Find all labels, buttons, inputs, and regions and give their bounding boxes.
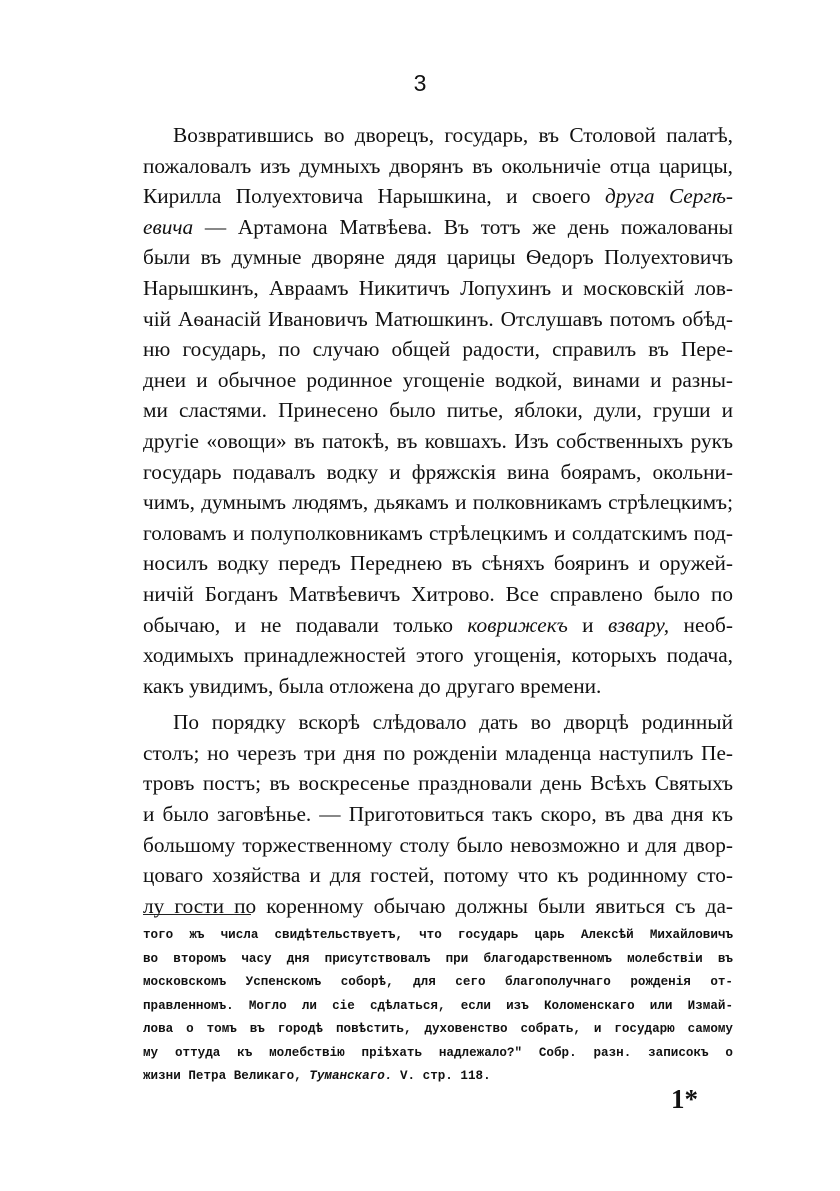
italic-phrase: взвару, [608, 612, 670, 637]
text-line: цоваго хозяйства и для гостей, потому что къ родинному сто- [143, 863, 733, 888]
signature-mark: 1* [671, 1084, 698, 1114]
text-line: носилъ водку передъ Переднею въ сѣняхъ бояринъ и оружей- [143, 551, 733, 576]
text-line: чимъ, думнымъ людямъ, дьякамъ и полковникамъ стрѣлецкимъ; [143, 490, 733, 515]
text-fragment: — Артамона Матвѣева. Въ тотъ же день пожалованы [193, 214, 733, 239]
text-line: Нарышкинъ, Авраамъ Никитичъ Лопухинъ и московскій лов- [143, 275, 733, 300]
text-line: и было заговѣнье. — Приготовиться такъ скоро, въ два дня къ [143, 802, 733, 827]
text-line: другіе «овощи» въ патокѣ, въ ковшахъ. Изъ собственныхъ рукъ [143, 428, 733, 453]
footnote-line: московскомъ Успенскомъ соборѣ, для сего благополучнаго рожденія от- [143, 975, 733, 989]
text-fragment: и [567, 612, 609, 637]
text-line: днеи и обычное родинное угощеніе водкой, винами и разны- [143, 367, 733, 392]
footnote-fragment: жизни Петра Великаго, [143, 1069, 310, 1083]
text-line: большому торжественному столу было невозможно и для двор- [143, 832, 733, 857]
italic-phrase: друга Сергѣ- [604, 184, 733, 209]
text-line: какъ увидимъ, была отложена до другаго времени. [143, 673, 602, 698]
text-fragment: необ- [669, 612, 733, 637]
text-line [143, 181, 733, 212]
italic-phrase: евича [143, 214, 194, 239]
text-fragment: Кирилла Полуехтовича Нарышкина, и своего [143, 184, 605, 209]
text-line: лу гости по коренному обычаю должны были явиться съ да- [143, 893, 733, 918]
text-line: чій Аѳанасій Ивановичъ Матюшкинъ. Отслушавъ потомъ обѣд- [143, 306, 733, 331]
text-line: ничій Богданъ Матвѣевичъ Хитрово. Все справлено было по [143, 581, 733, 606]
footnote-fragment: V. стр. 118. [392, 1069, 491, 1083]
footnote-line: лова о томъ въ городѣ повѣстить, духовенство собрать, и государю самому [143, 1022, 733, 1036]
text-line [143, 610, 733, 641]
text-line: ходимыхъ принадлежностей этого угощенія, которыхъ подача, [143, 643, 733, 668]
text-line: головамъ и полуполковникамъ стрѣлецкимъ и солдатскимъ под- [143, 520, 733, 545]
footnote-line: правленномъ. Могло ли сіе сдѣлаться, если изъ Коломенскаго или Измай- [143, 998, 733, 1013]
page-number: 3 [413, 70, 427, 96]
text-line: пожаловалъ изъ думныхъ дворянъ въ окольничіе отца царицы, [143, 153, 733, 178]
footnote-line: во второмъ часу дня присутствовалъ при благодарственномъ молебствіи въ [143, 951, 733, 966]
text-line: тровъ постъ; въ воскресенье праздновали день Всѣхъ Святыхъ [143, 771, 733, 796]
text-line: Возвратившись во дворецъ, государь, въ Столовой палатѣ, [173, 123, 733, 147]
footnote-divider [143, 914, 251, 915]
text-line: По порядку вскорѣ слѣдовало дать во дворцѣ родинный [173, 710, 733, 735]
text-line: ми сластями. Принесено было питье, яблоки, дули, груши и [143, 398, 733, 423]
text-fragment: обычаю, и не подавали только [143, 612, 468, 637]
footnote-author: Туманскаго. [309, 1069, 393, 1083]
text-line [143, 212, 733, 243]
footnote-line [143, 1065, 733, 1089]
text-line: государь подавалъ водку и фряжскія вина боярамъ, окольни- [143, 459, 733, 484]
text-line: столъ; но черезъ три дня по рожденіи младенца наступилъ Пе- [143, 740, 733, 765]
text-line: ню государь, по случаю общей радости, справилъ въ Пере- [143, 337, 733, 362]
main-text [143, 120, 733, 921]
italic-phrase: коврижекъ [467, 612, 568, 637]
footnote [143, 924, 733, 1089]
footnote-line: му оттуда къ молебствію пріѣхать надлежало?" Собр. разн. записокъ о [143, 1045, 733, 1060]
text-line: были въ думные дворяне дядя царицы Ѳедоръ Полуехтовичъ [143, 245, 733, 270]
footnote-line: того жъ числа свидѣтельствуетъ, что государь царь Алексѣй Михайловичъ [143, 928, 733, 942]
